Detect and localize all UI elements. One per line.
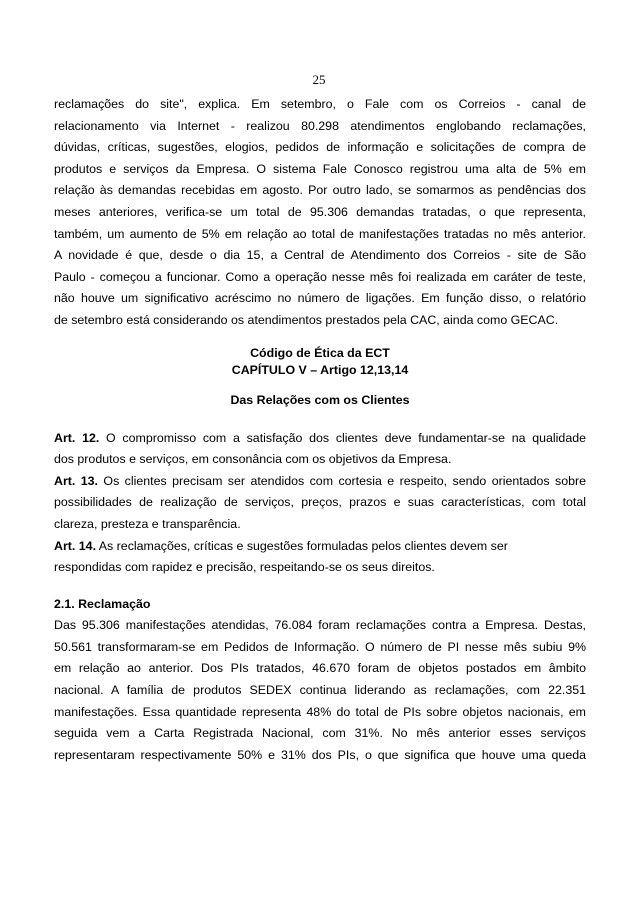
article-14 — [54, 536, 586, 579]
paragraph-line: dos produtos e serviços, em consonância com os objetivos da Empresa. — [54, 452, 452, 467]
paragraph-line: possibilidades de realização de serviços, preços, prazos e suas características, com total — [54, 495, 586, 510]
paragraph-line: produtos e serviços da Empresa. O sistema Fale Conosco registrou uma alta de 5% em — [54, 161, 586, 176]
paragraph-line: de setembro está considerando os atendimentos prestados pela CAC, ainda como GECAC. — [54, 312, 559, 327]
chapter-title: CAPÍTULO V – Artigo 12,13,14 — [231, 362, 409, 377]
paragraph-line: reclamações do site", explica. Em setembro, o Fale com os Correios - canal de — [54, 97, 586, 111]
section-paragraph — [54, 615, 586, 766]
paragraph-line: meses anteriores, verifica-se um total de 95.306 demandas tratadas, o que representa, — [54, 204, 586, 219]
paragraph-line: em relação ao anterior. Dos PIs tratados, 46.670 foram de objetos postados em âmbito — [54, 661, 586, 676]
paragraph-line: 50.561 transformaram-se em Pedidos de Informação. O número de PI nesse mês subiu 9% — [54, 639, 586, 654]
paragraph-line: Art. 12. O compromisso com a satisfação dos clientes deve fundamentar-se na qualidade — [54, 430, 586, 445]
paragraph-line: dúvidas, críticas, sugestões, elogios, pedidos de informação e solicitações de compra de — [54, 140, 586, 155]
paragraph-line: não houve um significativo acréscimo no número de ligações. Em função disso, o relatório — [54, 291, 586, 306]
paragraph-line: nacional. A família de produtos SEDEX continua liderando as reclamações, com 22.351 — [54, 683, 586, 698]
article-12 — [54, 428, 586, 471]
article-label: Art. 12. — [54, 430, 100, 445]
paragraph-line: representaram respectivamente 50% e 31% dos PIs, o que significa que houve uma queda — [54, 747, 586, 762]
article-label: Art. 13. — [54, 473, 98, 488]
article-13 — [54, 471, 586, 536]
paragraph-line: relação às demandas recebidas em agosto. Por outro lado, se somarmos as pendências dos — [54, 183, 586, 198]
intro-paragraph — [54, 94, 586, 332]
paragraph-line: Paulo - começou a funcionar. Como a operação nesse mês foi realizada em caráter de teste, — [54, 269, 586, 284]
paragraph-line: clareza, presteza e transparência. — [54, 516, 241, 531]
paragraph-line: respondidas com rapidez e precisão, respeitando-se os seus direitos. — [54, 560, 435, 575]
paragraph-line: seguida vem a Carta Registrada Nacional, com 31%. No mês anterior esses serviços — [54, 726, 586, 741]
page-number: 25 — [312, 72, 326, 87]
section-heading: 2.1. Reclamação — [54, 596, 151, 611]
paragraph-line: Art. 13. Os clientes precisam ser atendidos com cortesia e respeito, sendo orientados sobre — [54, 473, 586, 488]
body-text — [54, 94, 586, 766]
paragraph-line: Art. 14. As reclamações, críticas e sugestões formuladas pelos clientes devem ser — [54, 538, 508, 553]
paragraph-line: manifestações. Essa quantidade representa 48% do total de PIs sobre objetos nacionais, em — [54, 704, 586, 719]
code-title: Código de Ética da ECT — [250, 345, 390, 360]
paragraph-line: A novidade é que, desde o dia 15, a Central de Atendimento dos Correios - site de São — [54, 248, 586, 263]
paragraph-line: Das 95.306 manifestações atendidas, 76.084 foram reclamações contra a Empresa. Destas, — [54, 618, 586, 633]
article-label: Art. 14. — [54, 538, 97, 553]
paragraph-line: também, um aumento de 5% em relação ao total de manifestações tratadas no mês anterior. — [54, 226, 586, 241]
paragraph-line: relacionamento via Internet - realizou 80.298 atendimentos englobando reclamações, — [54, 118, 586, 133]
relations-title: Das Relações com os Clientes — [230, 392, 410, 407]
